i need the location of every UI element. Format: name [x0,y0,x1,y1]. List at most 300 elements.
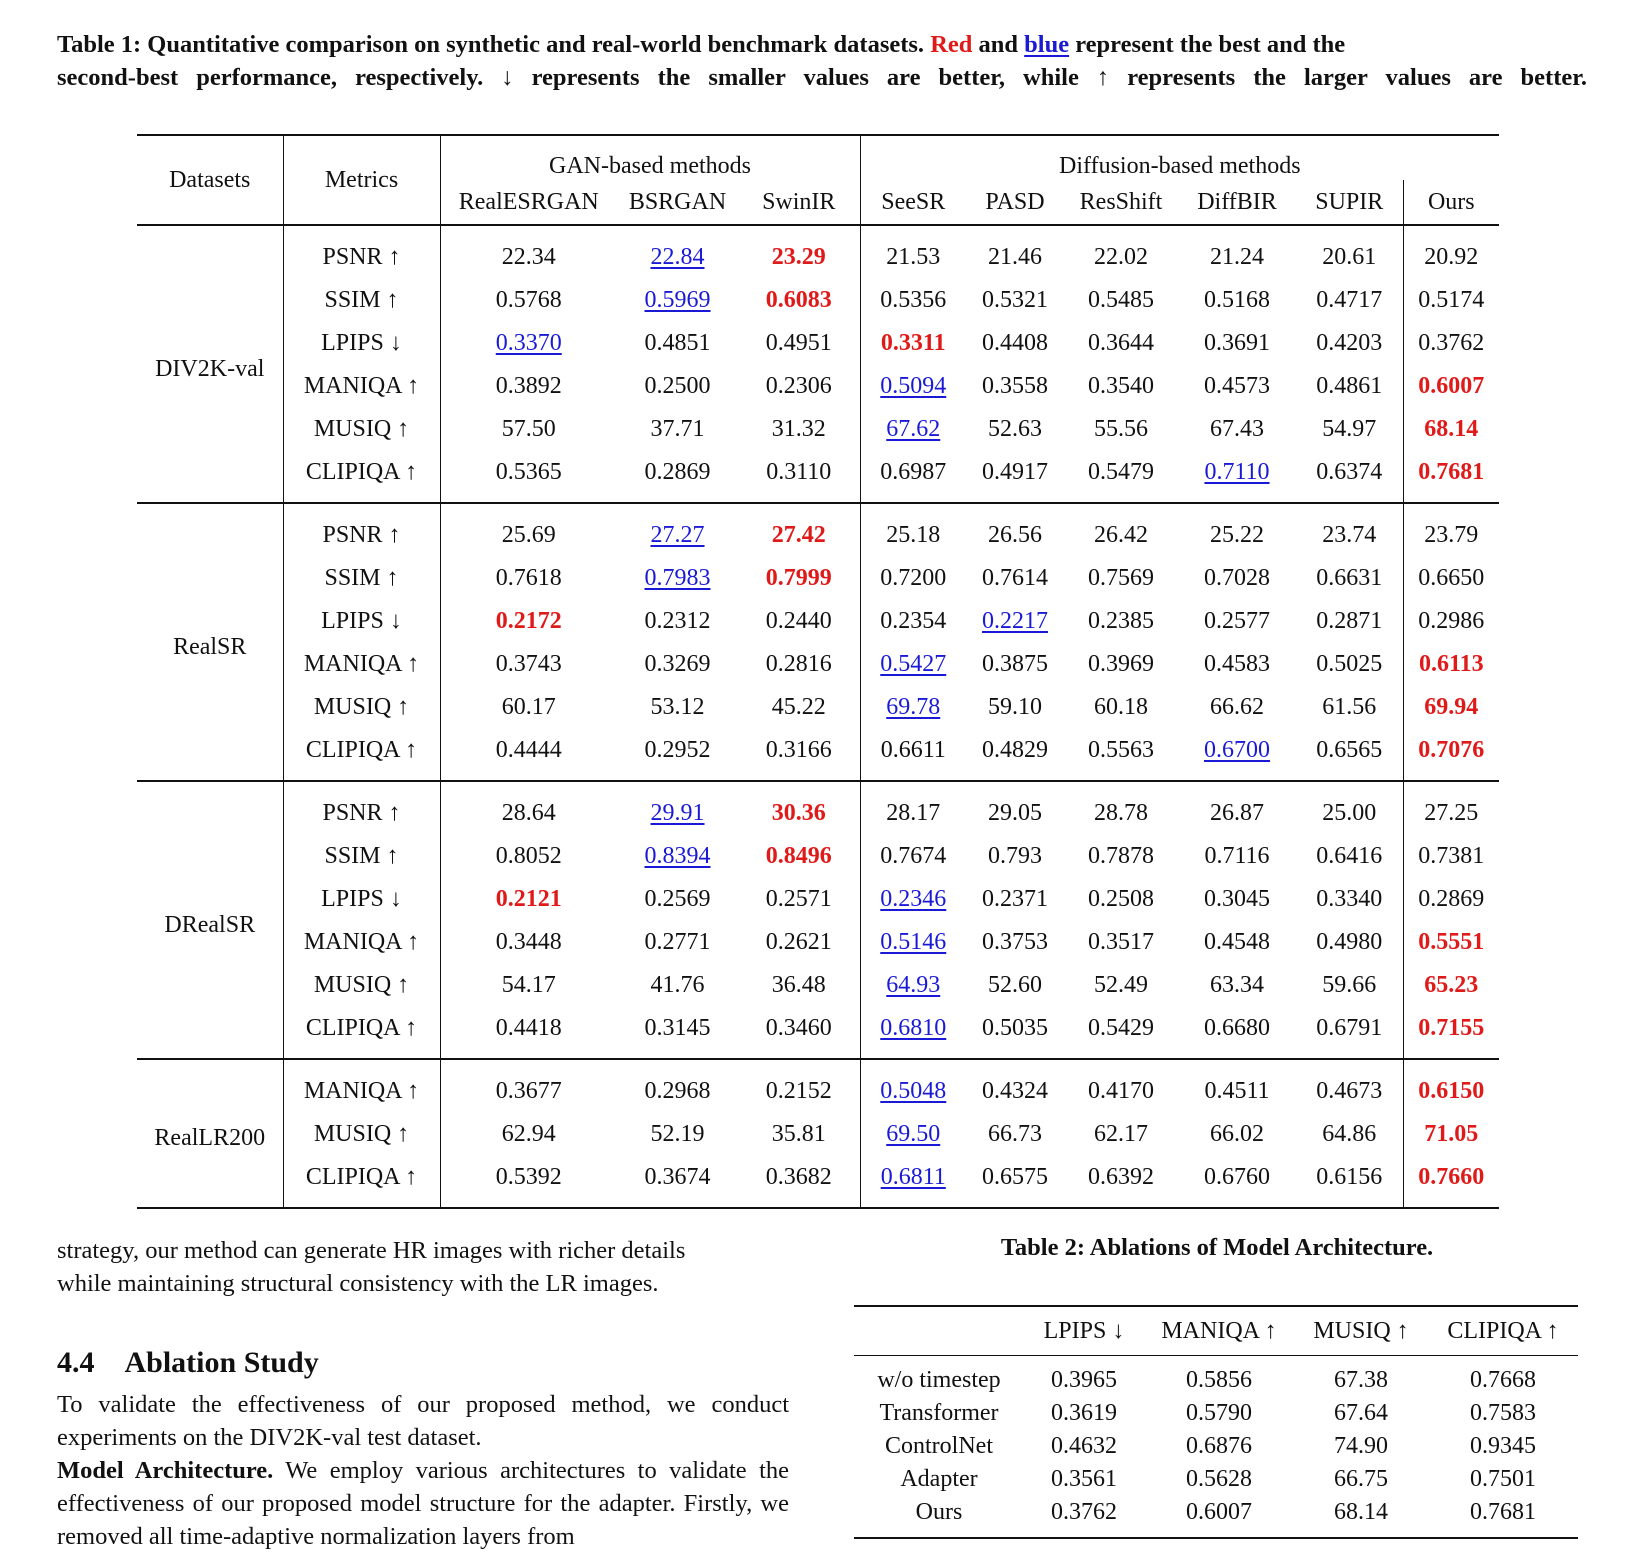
value-cell-second-best [617,781,738,835]
value-cell: 52.49 [1094,972,1148,998]
value-cell: 0.3691 [1204,330,1270,356]
ablation-header: MUSIQ ↑ [1294,1306,1428,1356]
value-cell: 0.2986 [1418,608,1485,634]
metric-cell: SSIM ↑ [283,557,440,600]
ablation-paragraph: To validate the effectiveness of our proposed method, we conduct experiments on the DIV2K-val test dataset. [57,1391,789,1451]
value-cell: 54.97 [1296,408,1403,451]
value-cell: 0.5168 [1204,287,1270,313]
metric-cell: LPIPS ↓ [283,878,440,921]
caption-blue-word: blue [1024,31,1070,58]
value-cell-best: 0.5551 [1418,929,1485,955]
ablation-value: 0.3619 [1051,1400,1117,1426]
value-cell-best: 0.7076 [1418,737,1485,763]
value-cell: 26.42 [1064,503,1178,557]
method-header: PASD [985,188,1045,215]
value-cell-second-best [860,408,966,451]
ablation-value: 0.4632 [1051,1433,1117,1459]
value-cell: 0.3269 [644,651,711,677]
value-cell: 0.793 [988,843,1042,869]
value-cell: 0.2152 [738,1059,860,1113]
metric-cell: MUSIQ ↑ [283,1113,440,1156]
value-cell: 0.8052 [495,843,562,869]
value-cell: 0.7381 [1418,843,1485,869]
header-metrics: Metrics [283,135,440,225]
value-cell: 0.3145 [644,1015,711,1041]
value-cell: 0.6392 [1088,1164,1154,1190]
method-header: SUPIR [1296,180,1403,225]
value-cell-second-best [1178,729,1296,781]
table-row [137,1113,1499,1156]
table-row [137,451,1499,503]
value-cell-best: 0.7155 [1418,1015,1485,1041]
value-cell: 0.2440 [738,600,860,643]
ablation-variant: ControlNet [885,1433,993,1459]
value-cell-best: 0.6007 [1418,373,1485,399]
value-cell: 20.92 [1403,225,1499,279]
table-row [137,1059,1499,1113]
second-best-value: 0.2346 [880,886,947,912]
value-cell: 0.2952 [644,737,711,763]
ablation-value: 0.5856 [1186,1367,1252,1393]
value-cell: 61.56 [1296,686,1403,729]
metric-cell: CLIPIQA ↑ [283,1156,440,1208]
value-cell-second-best [860,964,966,1007]
value-cell: 0.4548 [1204,929,1270,955]
value-cell-second-best [860,686,966,729]
value-cell: 21.46 [966,225,1064,279]
table-row [137,729,1499,781]
ablation-value: 0.6876 [1186,1433,1252,1459]
value-cell: 52.60 [988,972,1042,998]
value-cell: 0.5485 [1088,287,1154,313]
value-cell: 0.2621 [738,921,860,964]
value-cell: 66.73 [988,1121,1042,1147]
value-cell: 0.3969 [1088,651,1154,677]
ablation-value: 0.7668 [1470,1367,1536,1393]
value-cell: 0.2500 [644,373,711,399]
table-row [137,557,1499,600]
value-cell: 67.43 [1210,416,1264,442]
value-cell: 0.6611 [880,737,946,763]
value-cell: 66.62 [1210,694,1264,720]
value-cell-best: 0.3311 [880,330,946,356]
value-cell: 0.4573 [1204,373,1270,399]
value-cell-second-best [617,835,738,878]
value-cell: 0.2869 [644,459,711,485]
value-cell: 0.3875 [982,651,1048,677]
table-row [137,408,1499,451]
value-cell: 0.6575 [982,1164,1048,1190]
value-cell: 0.3558 [982,373,1048,399]
ablation-row [854,1430,1578,1463]
ablation-value: 74.90 [1334,1433,1388,1459]
caption-bold-text: Table 1: Quantitative comparison on synthetic and real-world benchmark datasets. [57,31,925,58]
value-cell-second-best [860,878,966,921]
value-cell-best: 27.42 [738,503,860,557]
value-cell-best: 71.05 [1424,1121,1479,1147]
value-cell: 41.76 [650,972,705,998]
table2-ablation [854,1305,1578,1539]
value-cell: 59.10 [988,694,1042,720]
value-cell: 0.5479 [1088,459,1154,485]
value-cell-second-best [1178,451,1296,503]
value-cell-best: 68.14 [1424,416,1479,442]
value-cell: 25.22 [1178,503,1296,557]
metric-cell: MANIQA ↑ [283,921,440,964]
ablation-variant: Ours [915,1499,963,1525]
value-cell: 0.7028 [1204,565,1270,591]
value-cell-second-best [617,279,738,322]
value-cell: 28.78 [1064,781,1178,835]
value-cell: 0.6416 [1296,835,1403,878]
value-cell: 0.5025 [1296,643,1403,686]
value-cell: 52.63 [988,416,1042,442]
value-cell-best: 0.6083 [738,279,860,322]
ablation-row [854,1463,1578,1496]
value-cell: 0.2354 [880,608,947,634]
method-header: DiffBIR [1197,188,1277,215]
value-cell: 0.6987 [880,459,947,485]
value-cell: 54.17 [501,972,556,998]
value-cell-second-best [860,1007,966,1059]
value-cell: 0.3517 [1088,929,1154,955]
method-header: SeeSR [881,188,946,215]
table-row [137,835,1499,878]
table-row [137,878,1499,921]
table1-comparison [137,134,1499,1209]
metric-cell: SSIM ↑ [283,835,440,878]
second-best-value: 0.5969 [644,287,711,313]
method-header: RealESRGAN [458,188,599,215]
ablation-value: 0.5628 [1186,1466,1252,1492]
value-cell-second-best [966,600,1064,643]
metric-cell: MANIQA ↑ [283,365,440,408]
value-cell-second-best [617,225,738,279]
metric-cell: LPIPS ↓ [283,600,440,643]
value-cell: 0.5768 [495,287,562,313]
ablation-value: 0.7583 [1470,1400,1536,1426]
value-cell: 20.61 [1296,225,1403,279]
value-cell: 21.53 [860,225,966,279]
value-cell: 35.81 [738,1113,860,1156]
value-cell: 0.6760 [1204,1164,1270,1190]
value-cell: 0.7674 [880,843,947,869]
metric-cell: LPIPS ↓ [283,322,440,365]
value-cell: 0.6680 [1204,1015,1270,1041]
value-cell: 0.6791 [1296,1007,1403,1059]
value-cell: 0.7878 [1088,843,1154,869]
value-cell: 0.7569 [1088,565,1154,591]
value-cell: 0.2816 [738,643,860,686]
paragraph-body: We employ various architectures to validate the effectiveness of our proposed model structure for the adapter. Firstly, we removed all time-adaptive normalization layers from [57,1457,790,1550]
value-cell: 25.18 [860,503,966,557]
value-cell: 31.32 [738,408,860,451]
section-title: Ablation Study [124,1346,319,1379]
value-cell-best: 65.23 [1424,972,1479,998]
value-cell: 0.6565 [1296,729,1403,781]
value-cell: 0.4851 [644,330,711,356]
value-cell-best: 0.2121 [495,886,562,912]
value-cell-second-best [860,1113,966,1156]
value-cell-best: 0.7999 [738,557,860,600]
value-cell-second-best [440,322,617,365]
table-row [137,964,1499,1007]
value-cell: 59.66 [1296,964,1403,1007]
second-best-value: 0.7983 [644,565,711,591]
table-row [137,279,1499,322]
metric-cell: PSNR ↑ [283,781,440,835]
second-best-value: 0.5427 [880,651,947,677]
value-cell: 62.17 [1094,1121,1148,1147]
value-cell: 28.17 [860,781,966,835]
value-cell: 0.4444 [495,737,562,763]
second-best-value: 0.7110 [1204,459,1270,485]
second-best-value: 64.93 [886,972,941,998]
value-cell: 22.02 [1064,225,1178,279]
value-cell: 28.64 [440,781,617,835]
value-cell: 0.4511 [1178,1059,1296,1113]
second-best-value: 0.8394 [644,843,711,869]
ablation-text [57,1388,789,1553]
value-cell: 25.69 [440,503,617,557]
caption-rest-text: represent the best and the [1075,31,1346,58]
table-row [137,225,1499,279]
value-cell: 0.6650 [1418,565,1485,591]
value-cell: 0.7116 [1204,843,1270,869]
table-row [137,1007,1499,1059]
second-best-value: 0.5048 [880,1078,947,1104]
value-cell: 0.4673 [1296,1059,1403,1113]
value-cell: 0.4203 [1296,322,1403,365]
value-cell: 0.5392 [495,1164,562,1190]
value-cell: 0.6156 [1296,1156,1403,1208]
table-row [137,503,1499,557]
value-cell-best: 30.36 [738,781,860,835]
value-cell: 0.3540 [1088,373,1154,399]
table1-caption [57,28,1587,94]
method-header: ResShift [1079,188,1163,215]
value-cell: 0.2869 [1418,886,1485,912]
value-cell: 0.5365 [495,459,562,485]
ablation-variant: Transformer [879,1400,999,1426]
ablation-value: 67.64 [1334,1400,1388,1426]
value-cell: 0.2968 [617,1059,738,1113]
value-cell: 0.3762 [1418,330,1485,356]
value-cell: 0.3892 [495,373,562,399]
value-cell: 26.56 [966,503,1064,557]
ablation-value: 0.7681 [1470,1499,1536,1525]
value-cell: 25.00 [1296,781,1403,835]
ablation-row [854,1356,1578,1398]
value-cell: 0.4829 [982,737,1048,763]
ablation-variant: Adapter [900,1466,978,1492]
table2-caption: Table 2: Ablations of Model Architecture. [1000,1234,1434,1261]
value-cell: 0.3045 [1204,886,1270,912]
value-cell: 0.3166 [738,729,860,781]
metric-cell: SSIM ↑ [283,279,440,322]
metric-cell: CLIPIQA ↑ [283,451,440,503]
table-row [137,1156,1499,1208]
paragraph-line: strategy, our method can generate HR images with richer details [57,1237,686,1264]
ablation-row [854,1496,1578,1538]
metric-cell: MUSIQ ↑ [283,686,440,729]
value-cell: 66.02 [1210,1121,1264,1147]
value-cell: 0.3674 [644,1164,711,1190]
value-cell: 0.3743 [495,651,562,677]
value-cell: 0.4170 [1064,1059,1178,1113]
table-row [137,781,1499,835]
value-cell: 23.79 [1403,503,1499,557]
value-cell: 0.3448 [495,929,562,955]
second-best-value: 0.6810 [880,1015,947,1041]
metric-cell: CLIPIQA ↑ [283,729,440,781]
value-cell: 0.5174 [1418,287,1485,313]
value-cell: 26.87 [1178,781,1296,835]
method-header: Ours [1427,188,1475,215]
value-cell: 0.3644 [1088,330,1154,356]
paragraph-line: while maintaining structural consistency with the LR images. [57,1270,659,1297]
dataset-cell: RealSR [137,503,283,781]
value-cell: 0.7200 [880,565,947,591]
value-cell: 0.4717 [1296,279,1403,322]
table-row [137,365,1499,408]
value-cell: 45.22 [738,686,860,729]
value-cell: 22.34 [440,225,617,279]
second-best-value: 0.2217 [982,608,1048,634]
caption-red-word: Red [930,31,973,58]
metric-cell: MANIQA ↑ [283,643,440,686]
table-row [137,921,1499,964]
ablation-value: 66.75 [1334,1466,1388,1492]
value-cell-best: 0.7660 [1418,1164,1485,1190]
ablation-value: 67.38 [1334,1367,1388,1393]
ablation-header: LPIPS ↓ [1024,1306,1144,1356]
value-cell: 63.34 [1210,972,1264,998]
dataset-cell: DRealSR [137,781,283,1059]
header-datasets: Datasets [137,135,283,225]
paragraph-continued [57,1234,789,1300]
ablation-value: 0.5790 [1186,1400,1252,1426]
ablation-row [854,1397,1578,1430]
value-cell: 0.2371 [982,886,1048,912]
value-cell: 64.86 [1296,1113,1403,1156]
second-best-value: 69.78 [886,694,941,720]
value-cell: 0.5035 [982,1015,1048,1041]
section-heading [57,1346,319,1380]
value-cell: 0.4408 [982,330,1048,356]
second-best-value: 29.91 [650,800,705,826]
value-cell: 0.5321 [982,287,1048,313]
ablation-header [854,1306,1024,1356]
value-cell: 60.17 [501,694,556,720]
value-cell: 0.5563 [1088,737,1154,763]
value-cell: 0.4418 [495,1015,562,1041]
table-row [137,600,1499,643]
value-cell: 0.6374 [1296,451,1403,503]
metric-cell: PSNR ↑ [283,225,440,279]
value-cell: 52.19 [650,1121,705,1147]
second-best-value: 0.5094 [880,373,947,399]
section-number: 4.4 [57,1346,95,1379]
value-cell: 0.4861 [1296,365,1403,408]
value-cell: 0.4917 [982,459,1048,485]
value-cell: 0.4980 [1296,921,1403,964]
ablation-header: CLIPIQA ↑ [1428,1306,1578,1356]
second-best-value: 22.84 [650,244,705,270]
value-cell: 0.2306 [738,365,860,408]
value-cell: 0.6631 [1296,557,1403,600]
value-cell: 55.56 [1094,416,1148,442]
value-cell: 57.50 [501,416,556,442]
ablation-variant: w/o timestep [877,1367,1001,1393]
value-cell: 0.2385 [1088,608,1154,634]
value-cell: 62.94 [501,1121,556,1147]
second-best-value: 69.50 [886,1121,941,1147]
value-cell: 23.74 [1296,503,1403,557]
value-cell-best: 0.8496 [738,835,860,878]
value-cell: 0.2571 [738,878,860,921]
value-cell: 0.3677 [440,1059,617,1113]
value-cell-best: 0.6113 [1418,651,1484,677]
value-cell: 0.3460 [738,1007,860,1059]
dataset-cell: DIV2K-val [137,225,283,503]
ablation-value: 68.14 [1334,1499,1388,1525]
value-cell: 27.25 [1403,781,1499,835]
value-cell: 0.4951 [738,322,860,365]
ablation-value: 0.3965 [1051,1367,1117,1393]
second-best-value: 0.6811 [880,1164,946,1190]
table-row [137,686,1499,729]
ablation-value: 0.6007 [1186,1499,1252,1525]
header-diffusion-group: Diffusion-based methods [1059,153,1301,179]
value-cell-second-best [860,643,966,686]
value-cell: 21.24 [1178,225,1296,279]
ablation-value: 0.7501 [1470,1466,1536,1492]
value-cell-best: 0.6150 [1403,1059,1499,1113]
second-best-value: 0.6700 [1204,737,1270,763]
table-row [137,643,1499,686]
value-cell: 0.2508 [1088,886,1154,912]
value-cell: 0.4583 [1204,651,1270,677]
value-cell: 0.5356 [880,287,947,313]
metric-cell: PSNR ↑ [283,503,440,557]
value-cell: 0.4324 [966,1059,1064,1113]
metric-cell: MUSIQ ↑ [283,964,440,1007]
value-cell: 0.7618 [495,565,562,591]
value-cell-second-best [860,365,966,408]
second-best-value: 27.27 [650,522,705,548]
second-best-value: 67.62 [886,416,941,442]
caption-line2: second-best performance, respectively. ↓ represents the smaller values are better, while ↑ represents the larger values are better. [57,64,1587,91]
metric-cell: MUSIQ ↑ [283,408,440,451]
value-cell-second-best [860,921,966,964]
second-best-value: 0.3370 [495,330,562,356]
value-cell-best: 0.2172 [495,608,562,634]
value-cell-second-best [617,503,738,557]
value-cell: 0.5429 [1088,1015,1154,1041]
method-header: SwinIR [738,180,860,225]
value-cell: 37.71 [650,416,705,442]
value-cell-second-best [860,1059,966,1113]
value-cell: 0.2577 [1204,608,1270,634]
value-cell-best: 69.94 [1424,694,1479,720]
value-cell: 29.05 [966,781,1064,835]
second-best-value: 0.5146 [880,929,947,955]
value-cell: 0.2569 [644,886,711,912]
value-cell: 0.3340 [1296,878,1403,921]
value-cell: 0.7614 [982,565,1048,591]
ablation-header: MANIQA ↑ [1144,1306,1294,1356]
